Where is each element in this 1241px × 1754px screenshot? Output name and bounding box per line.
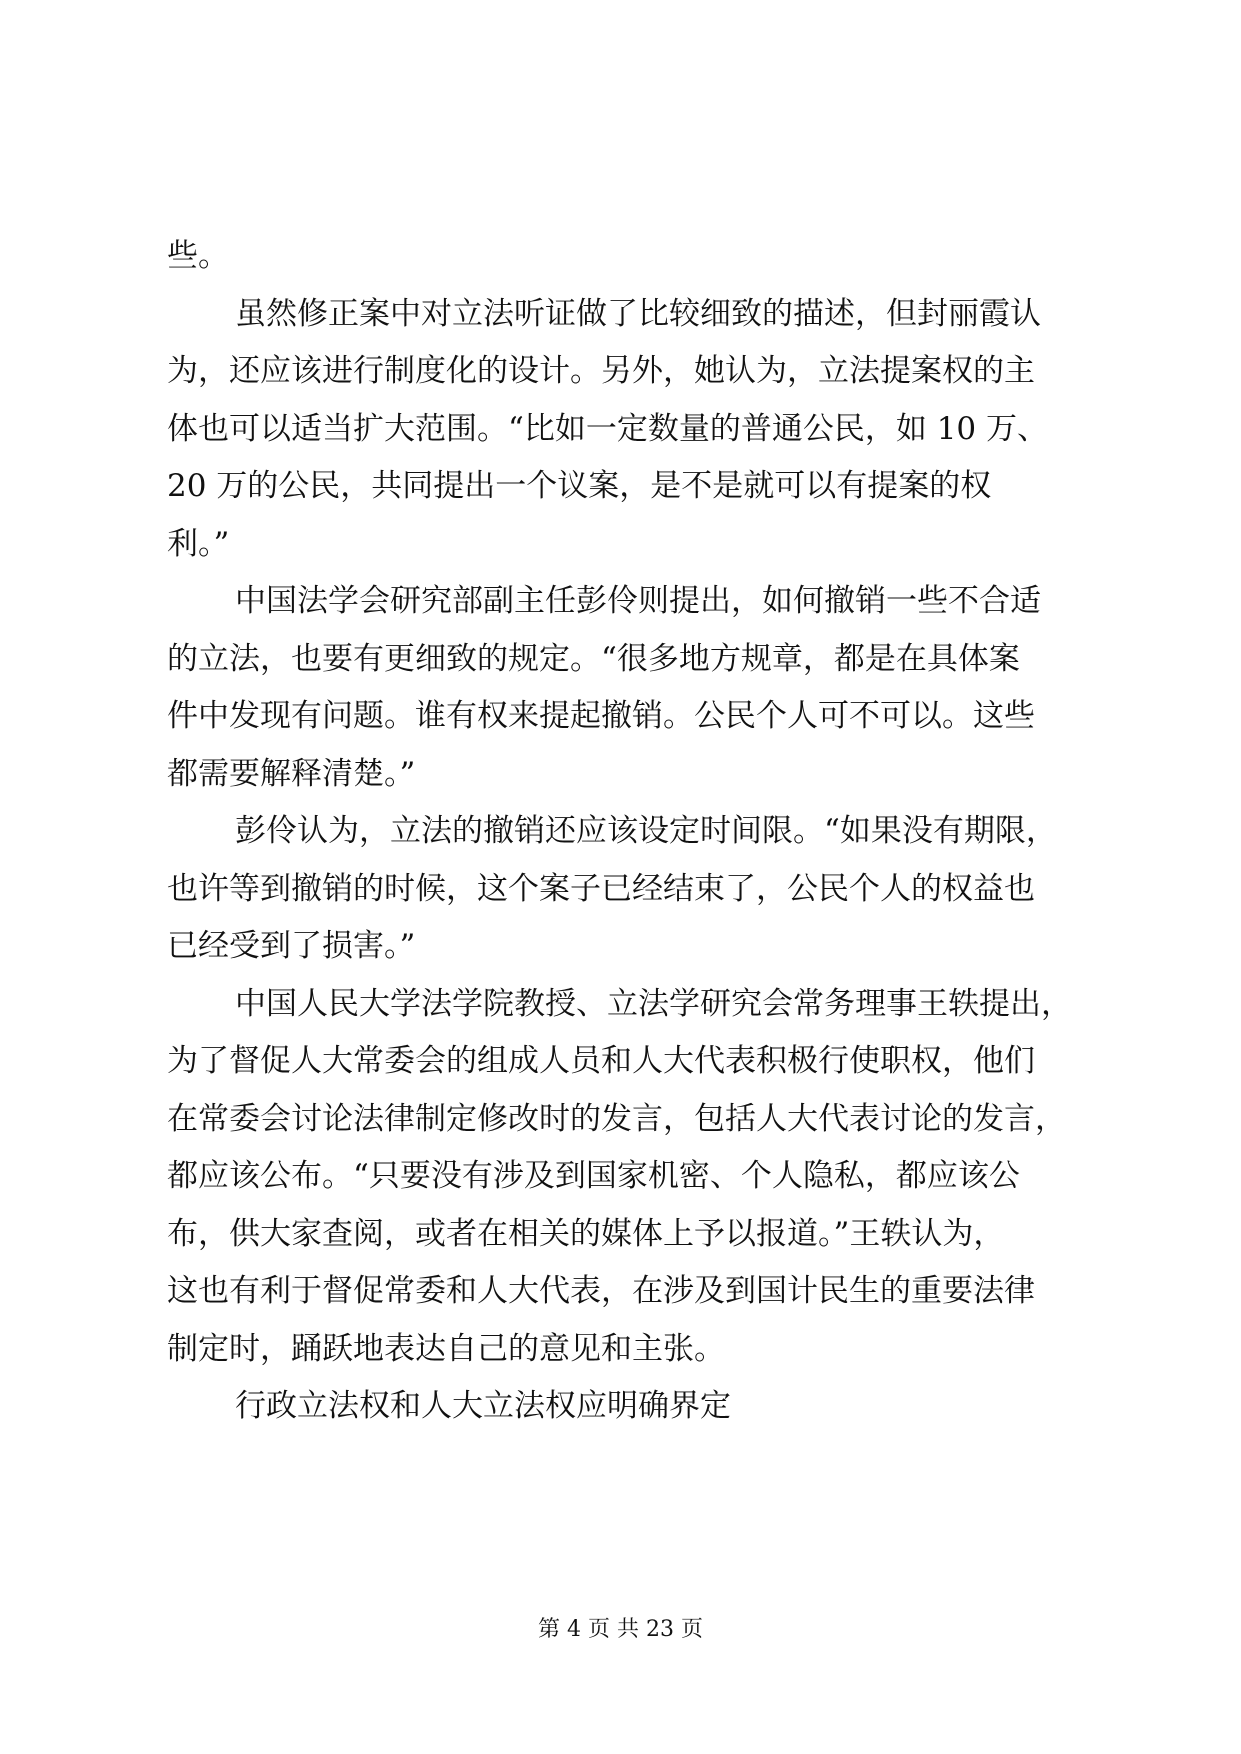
text-line: 利。” [167,525,230,562]
text-line: 在常委会讨论法律制定修改时的发言，包括人大代表讨论的发言， [167,1100,1066,1137]
text-line: 已经受到了损害。” [167,928,416,964]
text-line: 也许等到撤销的时候，这个案子已经结束了，公民个人的权益也 [167,870,1035,907]
text-line: 制定时，踊跃地表达自己的意见和主张。 [167,1330,725,1367]
text-line: 虽然修正案中对立法听证做了比较细致的描述，但封丽霞认 [235,295,1041,332]
text-line: 为，还应该进行制度化的设计。另外，她认为，立法提案权的主 [167,353,1035,389]
text-line: 中国人民大学法学院教授、立法学研究会常务理事王轶提出， [235,985,1072,1022]
text-line: 布，供大家查阅，或者在相关的媒体上予以报道。”王轶认为， [167,1215,1005,1252]
text-line: 件中发现有问题。谁有权来提起撤销。公民个人可不可以。这些 [167,698,1035,734]
body-text [167,228,1077,1436]
text-line: 些。 [167,238,229,274]
text-line: 中国法学会研究部副主任彭伶则提出，如何撤销一些不合适 [235,583,1041,619]
text-line: 都应该公布。“只要没有涉及到国家机密、个人隐私，都应该公 [167,1158,1020,1194]
text-line: 20 万的公民，共同提出一个议案，是不是就可以有提案的权 [167,468,992,504]
text-line: 都需要解释清楚。” [167,755,416,792]
text-line: 体也可以适当扩大范围。“比如一定数量的普通公民，如 10 万、 [167,410,1048,447]
text-line: 这也有利于督促常委和人大代表，在涉及到国计民生的重要法律 [167,1273,1035,1309]
section-heading: 行政立法权和人大立法权应明确界定 [235,1388,731,1424]
page-footer: 第 4 页 共 23 页 [538,1617,703,1642]
text-line: 的立法，也要有更细致的规定。“很多地方规章，都是在具体案 [167,640,1020,677]
text-line: 彭伶认为，立法的撤销还应该设定时间限。“如果没有期限， [235,813,1057,849]
text-line: 为了督促人大常委会的组成人员和人大代表积极行使职权，他们 [167,1043,1035,1079]
